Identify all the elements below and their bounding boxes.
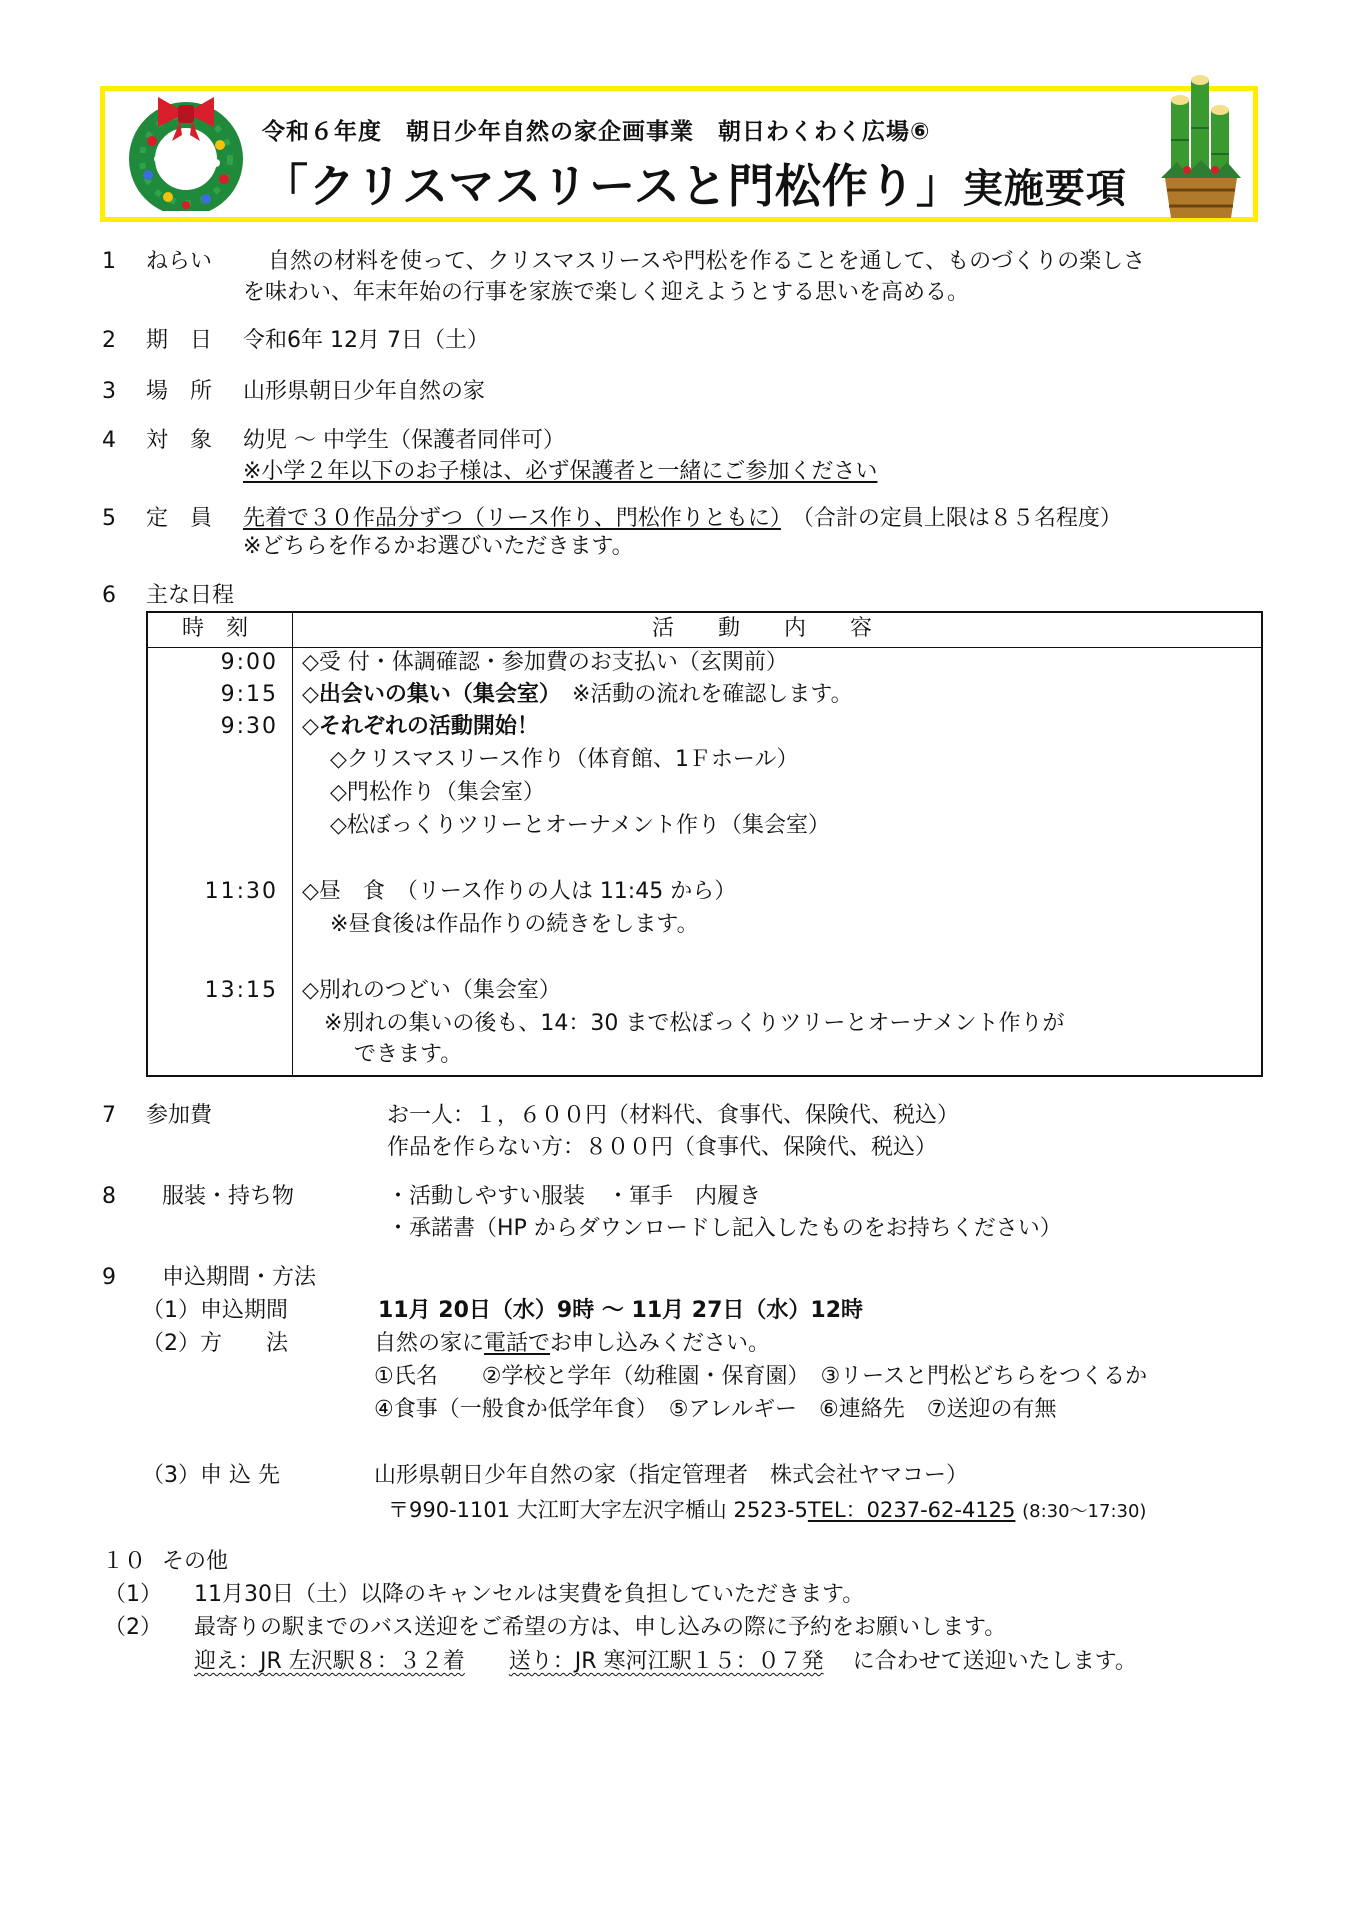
section-5-value-rest: （合計の定員上限は８５名程度） (802, 506, 1122, 531)
section-7-fee-adult: お一人：１，６００円（材料代、食事代、保険代、税込） (387, 1103, 960, 1128)
schedule-activity: ◇受 付・体調確認・参加費のお支払い（玄関前） (302, 650, 788, 675)
section-4-label: 対 象 (146, 428, 213, 453)
method-text: 自然の家に (374, 1331, 485, 1356)
section-3-number: 3 (102, 379, 116, 404)
christmas-wreath-icon (128, 93, 244, 211)
schedule-sub-activity: ◇クリスマスリース作り（体育館、1Ｆホール） (330, 747, 799, 772)
section-4-value: 幼児 ～ 中学生（保護者同伴可） (243, 428, 565, 453)
kadomatsu-icon (1157, 70, 1245, 222)
schedule-activity: ◇別れのつどい（集会室） (302, 978, 561, 1003)
section-1-text: 自然の材料を使って、クリスマスリースや門松を作ることを通して、ものづくりの楽しさ (268, 249, 1146, 274)
schedule-activity (302, 681, 853, 709)
section-7-fee-nonmaker: 作品を作らない方：８００円（食事代、保険代、税込） (387, 1135, 938, 1160)
section-5-number: 5 (102, 506, 116, 531)
section-8-number: 8 (102, 1184, 116, 1209)
section-10-label: その他 (162, 1549, 229, 1574)
section-2-value: 令和6年 12月 7日（土） (243, 328, 489, 353)
phone-number: TEL：0237-62-4125 (807, 1498, 1016, 1522)
schedule-time: 9:00 (220, 650, 278, 675)
schedule-activity-note-cont: できます。 (354, 1042, 463, 1067)
schedule-time: 13:15 (204, 978, 278, 1003)
section-8-line1: ・活動しやすい服装 ・軍手 内履き (387, 1184, 762, 1209)
section-1-number: 1 (102, 249, 116, 274)
application-method-label: （2）方 法 (142, 1331, 288, 1356)
section-9-label: 申込期間・方法 (162, 1265, 317, 1290)
note-2-text: 最寄りの駅までのバス送迎をご希望の方は、申し込みの際に予約をお願いします。 (194, 1615, 1007, 1640)
schedule-header-divider (148, 647, 1261, 648)
schedule-activity-note: ※昼食後は作品作りの続きをします。 (330, 912, 699, 937)
section-8-label: 服装・持ち物 (162, 1184, 295, 1209)
address-text: 〒990-1101 大江町大字左沢字楯山 2523-5 (388, 1498, 808, 1522)
section-10-number: １０ (102, 1549, 147, 1574)
section-1-text-cont: を味わい、年末年始の行事を家族で楽しく迎えようとする思いを高める。 (243, 280, 970, 305)
schedule-header-time: 時 刻 (182, 616, 249, 641)
section-4-note: ※小学２年以下のお子様は、必ず保護者と一緒にご参加ください (243, 459, 878, 484)
section-9-number: 9 (102, 1265, 116, 1290)
section-3-value: 山形県朝日少年自然の家 (243, 379, 486, 404)
schedule-time: 9:30 (220, 714, 278, 739)
method-text-tail: お申し込みください。 (550, 1331, 771, 1356)
application-items-2: ④食事（一般食か低学年食） ⑤アレルギー ⑥連絡先 ⑦送迎の有無 (374, 1397, 1057, 1422)
section-1-label: ねらい (146, 249, 213, 274)
section-6-label: 主な日程 (146, 583, 235, 608)
section-2-label: 期 日 (146, 328, 213, 353)
schedule-time: 9:15 (220, 682, 278, 707)
schedule-header-activity: 活 動 内 容 (652, 616, 873, 641)
application-method-value (374, 1330, 770, 1358)
section-5-note: ※どちらを作るかお選びいただきます。 (243, 534, 634, 559)
section-4-number: 4 (102, 428, 116, 453)
section-3-label: 場 所 (146, 379, 213, 404)
shuttle-dropoff: 送り：JR 寒河江駅１５：０７発 (508, 1649, 824, 1674)
title-main: 「クリスマスリースと門松作り」 (262, 159, 963, 213)
method-phone: 電話で (484, 1331, 551, 1356)
section-2-number: 2 (102, 328, 116, 353)
section-5-value-underlined: 先着で３０作品分ずつ（リース作り、門松作りともに） (243, 506, 781, 531)
title-suffix: 実施要項 (962, 166, 1127, 212)
section-6-number: 6 (102, 583, 116, 608)
note-1-label: （1） (104, 1582, 162, 1607)
schedule-activity-note: ※活動の流れを確認します。 (571, 682, 853, 707)
schedule-activity: ◇それぞれの活動開始！ (302, 714, 539, 739)
schedule-table (146, 611, 1263, 1077)
shuttle-pickup: 迎え：JR 左沢駅８：３２着 (194, 1649, 465, 1674)
application-destination-value: 山形県朝日少年自然の家（指定管理者 株式会社ヤマコー） (374, 1463, 969, 1488)
section-5-label: 定 員 (146, 506, 213, 531)
schedule-sub-activity: ◇門松作り（集会室） (330, 780, 545, 805)
application-period-value: 11月 20日（水）9時 ～ 11月 27日（水）12時 (378, 1298, 864, 1323)
application-items-1: ①氏名 ②学校と学年（幼稚園・保育園） ③リースと門松どちらをつくるか (374, 1364, 1148, 1389)
application-destination-label: （3）申 込 先 (142, 1463, 280, 1488)
schedule-activity-title: ◇出会いの集い（集会室） (302, 682, 550, 707)
note-1-text: 11月30日（土）以降のキャンセルは実費を負担していただきます。 (194, 1582, 865, 1607)
header-subtitle: 令和６年度 朝日少年自然の家企画事業 朝日わくわく広場⑥ (262, 119, 931, 145)
schedule-column-divider (292, 613, 293, 1075)
office-hours: (8:30～17:30) (1022, 1501, 1147, 1522)
section-5-value (243, 505, 1122, 533)
schedule-activity: ◇昼 食 （リース作りの人は 11:45 から） (302, 879, 737, 904)
schedule-time: 11:30 (204, 879, 278, 904)
shuttle-tail: に合わせて送迎いたします。 (852, 1649, 1137, 1674)
section-7-label: 参加費 (146, 1103, 213, 1128)
page-title (262, 150, 1127, 216)
shuttle-schedule (194, 1648, 1137, 1676)
section-8-line2: ・承諾書（HP からダウンロードし記入したものをお持ちください） (387, 1216, 1062, 1241)
section-7-number: 7 (102, 1103, 116, 1128)
application-address (388, 1496, 1146, 1526)
schedule-sub-activity: ◇松ぼっくりツリーとオーナメント作り（集会室） (330, 813, 831, 838)
note-2-label: （2） (104, 1615, 162, 1640)
schedule-activity-note: ※別れの集いの後も、14：30 まで松ぼっくりツリーとオーナメント作りが (324, 1011, 1065, 1036)
application-period-label: （1）申込期間 (142, 1298, 288, 1323)
